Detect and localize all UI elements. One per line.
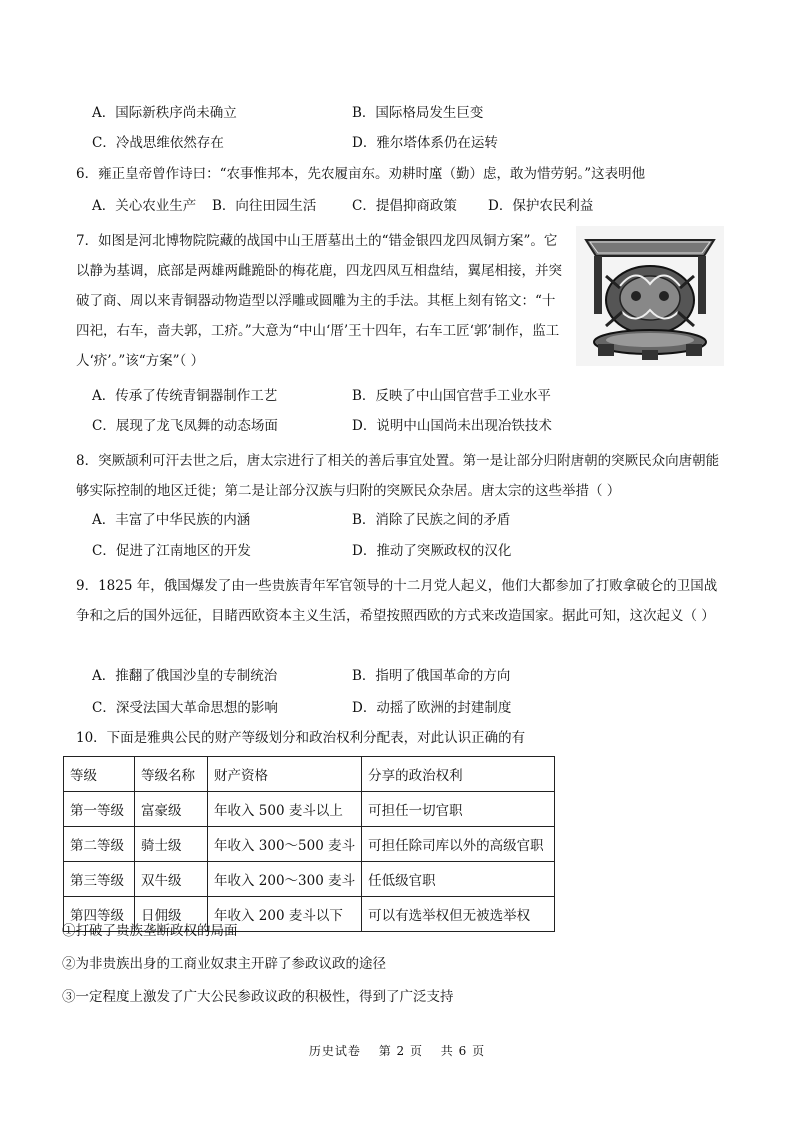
table-cell: 可担任除司库以外的高级官职 xyxy=(362,827,555,862)
q9-option-c: C．深受法国大革命思想的影响 xyxy=(92,700,278,716)
table-cell: 年收入 500 麦斗以上 xyxy=(208,792,362,827)
q7-option-a: A．传承了传统青铜器制作工艺 xyxy=(92,388,278,404)
table-cell: 任低级官职 xyxy=(362,862,555,897)
table-cell: 双牛级 xyxy=(135,862,208,897)
q10-item-3: ③一定程度上激发了广大公民参政议政的积极性，得到了广泛支持 xyxy=(62,989,454,1005)
q6-option-a: A．关心农业生产 xyxy=(92,198,197,214)
q9-option-a: A．推翻了俄国沙皇的专制统治 xyxy=(92,668,278,684)
q5-option-d: D．雅尔塔体系仍在运转 xyxy=(352,135,498,151)
q6-option-d: D．保护农民利益 xyxy=(488,198,594,214)
q6-option-c: C．提倡抑商政策 xyxy=(352,198,457,214)
table-cell: 骑士级 xyxy=(135,827,208,862)
q10-item-2: ②为非贵族出身的工商业奴隶主开辟了参政议政的途径 xyxy=(62,956,386,972)
table-cell: 富豪级 xyxy=(135,792,208,827)
q10-stem: 10．下面是雅典公民的财产等级划分和政治权利分配表，对此认识正确的有 xyxy=(76,730,526,746)
q7-option-c: C．展现了龙飞凤舞的动态场面 xyxy=(92,418,278,434)
q8-option-c: C．促进了江南地区的开发 xyxy=(92,543,251,559)
table-cell: 日佣级 xyxy=(135,897,208,932)
q5-option-c: C．冷战思维依然存在 xyxy=(92,135,224,151)
q8-option-b: B．消除了民族之间的矛盾 xyxy=(352,512,511,528)
q9-option-b: B．指明了俄国革命的方向 xyxy=(352,668,511,684)
table-cell: 可以有选举权但无被选举权 xyxy=(362,897,555,932)
table-cell: 可担任一切官职 xyxy=(362,792,555,827)
q6-option-b: B．向往田园生活 xyxy=(212,198,317,214)
bronze-table-illustration xyxy=(576,226,724,366)
table-row xyxy=(64,862,555,897)
table-cell: 第三等级 xyxy=(64,862,135,897)
q8-option-d: D．推动了突厥政权的汉化 xyxy=(352,543,512,559)
q9-stem: 9．1825 年，俄国爆发了由一些贵族青年军官领导的十二月党人起义，他们大都参加了打败拿破仑的卫国战争和之后的国外远征，目睹西欧资本主义生活，希望按照西欧的方式来改造国家。据此可知，这次起义（ ） xyxy=(76,578,718,624)
table-cell: 等级名称 xyxy=(135,757,208,792)
table-row xyxy=(64,827,555,862)
athens-property-class-table xyxy=(63,756,555,932)
q10-item-1: ①打破了贵族垄断政权的局面 xyxy=(62,923,238,939)
table-header-row xyxy=(64,757,555,792)
q8-stem: 8．突厥颉利可汗去世之后，唐太宗进行了相关的善后事宜处置。第一是让部分归附唐朝的突厥民众向唐朝能够实际控制的地区迁徙；第二是让部分汉族与归附的突厥民众杂居。唐太宗的这些举措（ ） xyxy=(76,453,720,499)
q8-option-a: A．丰富了中华民族的内涵 xyxy=(92,512,251,528)
table-cell: 年收入 200～300 麦斗 xyxy=(208,862,362,897)
table-cell: 第一等级 xyxy=(64,792,135,827)
table-cell: 第四等级 xyxy=(64,897,135,932)
table-cell: 财产资格 xyxy=(208,757,362,792)
table-cell: 年收入 200 麦斗以下 xyxy=(208,897,362,932)
q9-option-d: D．动摇了欧洲的封建制度 xyxy=(352,700,512,716)
q5-option-a: A．国际新秩序尚未确立 xyxy=(92,105,237,121)
q5-option-b: B．国际格局发生巨变 xyxy=(352,105,484,121)
table-cell: 年收入 300～500 麦斗 xyxy=(208,827,362,862)
q7-stem: 7．如图是河北博物院院藏的战国中山王厝墓出土的“错金银四龙四凤铜方案”。它以静为基调，底部是两雄两雌跪卧的梅花鹿，四龙四凤互相盘结，翼尾相接，并突破了商、周以来青铜器动物造型以浮雕或圆雕为主的手法。其框上刻有铭文：“十四祀，右车，啬夫郭，工疥。”大意为“中山‘厝’王十四年，右车工匠‘郭’制作，监工人‘疥’。”该“方案”（ ） xyxy=(76,233,562,369)
table-row xyxy=(64,792,555,827)
table-cell: 第二等级 xyxy=(64,827,135,862)
table-cell: 等级 xyxy=(64,757,135,792)
q7-option-b: B．反映了中山国官营手工业水平 xyxy=(352,388,551,404)
page-footer: 历史试卷 第 2 页 共 6 页 xyxy=(308,1044,486,1058)
bronze-table-image xyxy=(576,226,724,366)
q6-stem: 6．雍正皇帝曾作诗曰：“农事惟邦本，先农履亩东。劝耕时廑（勤）虑，敢为惜劳躬。”这表明他 xyxy=(76,166,646,182)
q7-option-d: D．说明中山国尚未出现冶铁技术 xyxy=(352,418,552,434)
table-cell: 分享的政治权利 xyxy=(362,757,555,792)
